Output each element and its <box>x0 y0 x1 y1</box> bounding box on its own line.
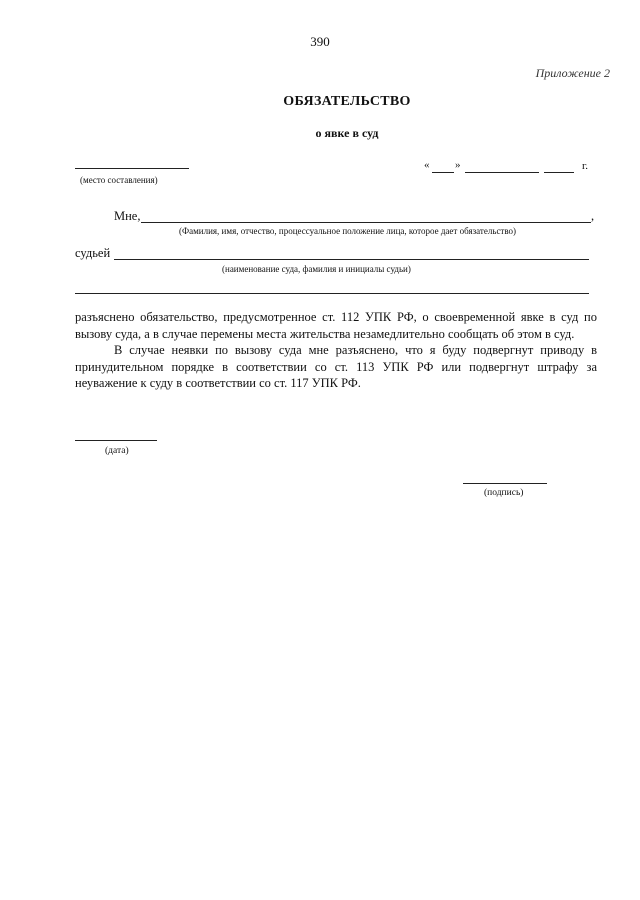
person-line[interactable] <box>141 222 591 223</box>
date-close-quote: » <box>455 159 461 171</box>
body-paragraph-1: разъяснено обязательство, предусмотренное ст. 112 УПК РФ, о своевременной явке в суд по вызову суда, а в случае перемены места жительства незамедлительно сообщать об этом в суд. <box>75 310 597 341</box>
date-day-line[interactable] <box>432 172 454 173</box>
page-number: 390 <box>310 34 330 49</box>
date-month-line[interactable] <box>465 172 539 173</box>
place-line[interactable] <box>75 168 189 169</box>
place-caption: (место составления) <box>80 175 158 185</box>
date-year-line[interactable] <box>544 172 574 173</box>
footer-date-line[interactable] <box>75 440 157 441</box>
document-subtitle: о явке в суд <box>315 126 379 140</box>
person-suffix: , <box>591 209 595 223</box>
obligation-body <box>75 309 597 392</box>
year-suffix: г. <box>582 160 589 172</box>
footer-date-caption: (дата) <box>105 446 129 456</box>
person-prefix: Мне, <box>114 209 141 223</box>
judge-line[interactable] <box>114 259 589 260</box>
judge-continuation-line[interactable] <box>75 293 589 294</box>
appendix-label: Приложение 2 <box>535 66 610 80</box>
document-title: ОБЯЗАТЕЛЬСТВО <box>283 94 411 109</box>
judge-prefix: судьей <box>75 246 111 260</box>
body-paragraph-2: В случае неявки по вызову суда мне разъяснено, что я буду подвергнут приводу в принудительном порядке в соответствии со ст. 113 УПК РФ или подвергнут штрафу за неуважение к суду в соответствии со ст. 117 УПК РФ. <box>75 343 597 390</box>
signature-caption: (подпись) <box>484 488 524 498</box>
person-caption: (Фамилия, имя, отчество, процессуальное положение лица, которое дает обязательство) <box>179 226 517 236</box>
judge-caption: (наименование суда, фамилия и инициалы судьи) <box>222 264 411 274</box>
signature-line[interactable] <box>463 483 547 484</box>
date-open-quote: « <box>424 159 430 171</box>
